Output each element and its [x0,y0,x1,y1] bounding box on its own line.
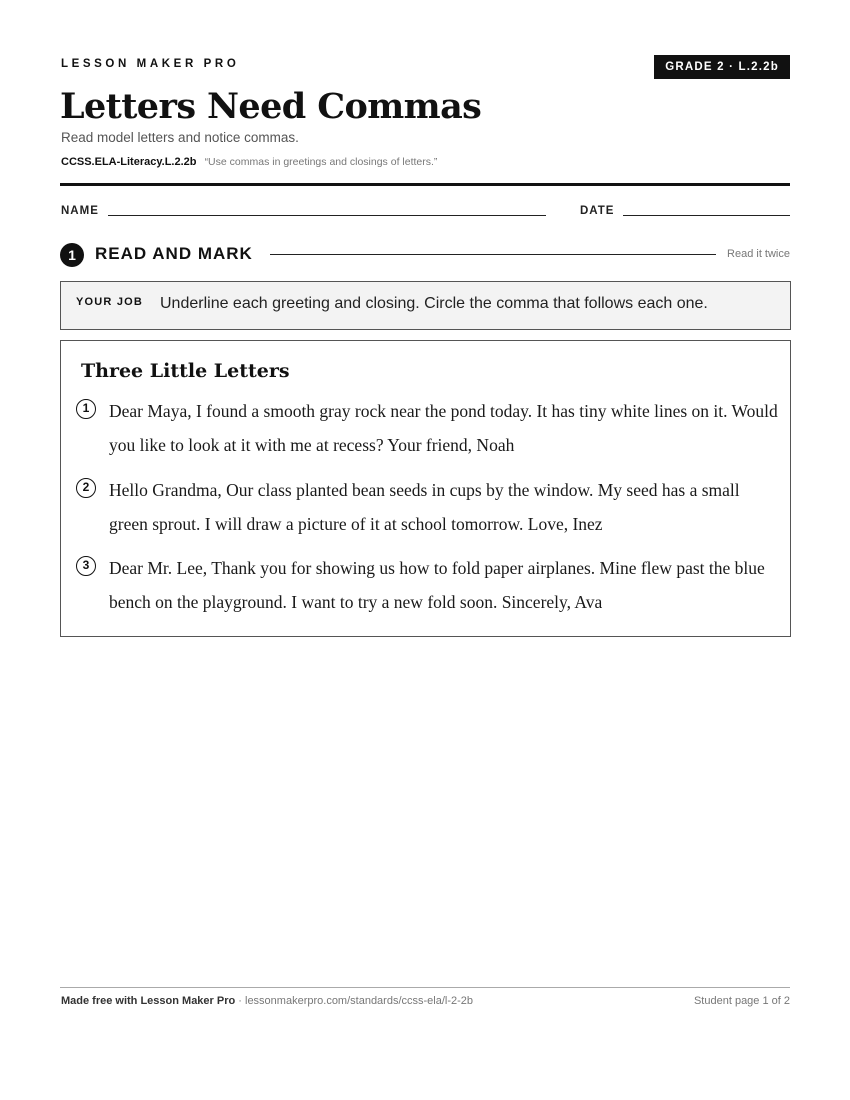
passage-title: Three Little Letters [81,360,290,382]
instructions-text: Underline each greeting and closing. Circle the comma that follows each one. [160,295,708,312]
passage-box [60,340,791,637]
section-hint: Read it twice [727,248,790,260]
letter-number-badge: 3 [76,556,96,576]
footer-credit [61,995,473,1007]
letter-number-badge: 2 [76,478,96,498]
letter-number-badge: 1 [76,399,96,419]
name-field-line[interactable] [108,215,546,216]
footer-made-with: Made free with Lesson Maker Pro [61,995,236,1007]
instructions-label: YOUR JOB [76,296,144,308]
brand-name: LESSON MAKER PRO [61,58,240,70]
grade-badge: GRADE 2 · L.2.2b [654,55,790,79]
letter-text: Hello Grandma, Our class planted bean seeds in cups by the window. My seed has a small green sprout. I will draw a picture of it at school tomorrow. Love, Inez [109,480,740,534]
standard-code: CCSS.ELA-Literacy.L.2.2b [61,156,197,168]
letter-text: Dear Mr. Lee, Thank you for showing us how to fold paper airplanes. Mine flew past the blue bench on the playground. I want to try a new fold soon. Sincerely, Ava [109,558,765,612]
letter-text: Dear Maya, I found a smooth gray rock near the pond today. It has tiny white lines on it. Would you like to look at it with me at recess? Your friend, Noah [109,401,778,455]
name-label: NAME [61,205,99,217]
header-divider [60,183,790,186]
section-divider [270,254,716,255]
footer-url[interactable]: lessonmakerpro.com/standards/ccss-ela/l-2-2b [245,995,474,1007]
page-subtitle: Read model letters and notice commas. [61,130,299,145]
date-field-line[interactable] [623,215,790,216]
footer-separator: · [235,995,245,1007]
standard-quote: “Use commas in greetings and closings of letters.” [204,156,438,168]
page-title: Letters Need Commas [60,86,482,127]
footer-page-number: Student page 1 of 2 [693,995,790,1007]
standard-reference [61,156,437,168]
date-label: DATE [580,205,615,217]
footer-divider [60,987,790,988]
instructions-box [60,281,791,330]
section-number-badge: 1 [60,243,84,267]
section-title: READ AND MARK [95,244,253,263]
